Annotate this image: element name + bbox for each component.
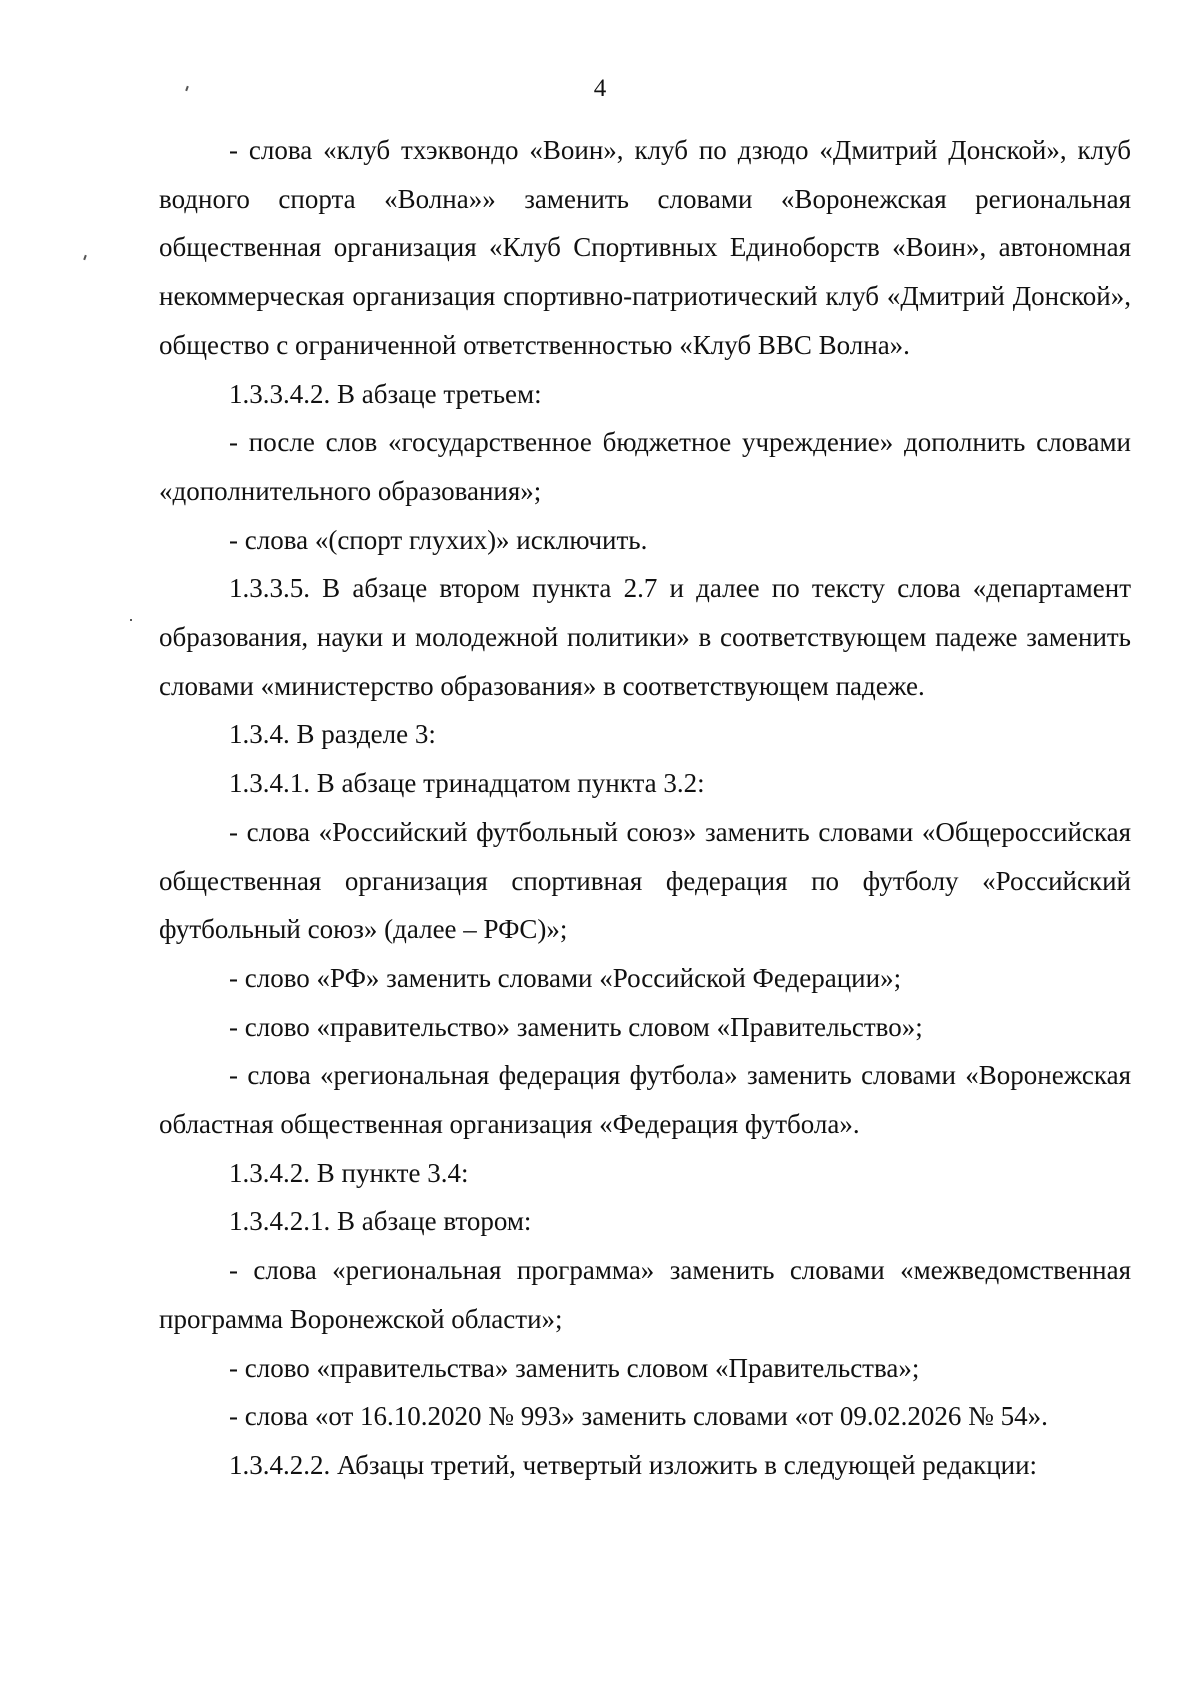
paragraph: 1.3.4.2. В пункте 3.4: [229, 1157, 469, 1188]
paragraph: - слова «Российский футбольный союз» заменить словами «Общероссийская общественная организация спортивная федерация по футболу «Российский футбольный союз» (далее – РФС)»; [159, 816, 1131, 945]
paragraph: - слово «правительство» заменить словом «Правительство»; [229, 1011, 923, 1042]
paragraph: 1.3.4.2.1. В абзаце втором: [229, 1206, 532, 1237]
paragraph: 1.3.3.5. В абзаце втором пункта 2.7 и далее по тексту слова «департамент образования, науки и молодежной политики» в соответствующем падеже заменить словами «министерство образования» в соответствующем падеже. [159, 573, 1131, 701]
scan-speck [130, 619, 132, 621]
document-body [159, 126, 1131, 1490]
page-number: 4 [593, 75, 607, 102]
paragraph: 1.3.4.2.2. Абзацы третий, четвертый изложить в следующей редакции: [229, 1449, 1038, 1480]
scan-speck [83, 255, 87, 260]
paragraph: - слова «региональная программа» заменить словами «межведомственная программа Воронежской области»; [159, 1255, 1131, 1334]
paragraph: - слова «от 16.10.2020 № 993» заменить словами «от 09.02.2026 № 54». [229, 1401, 1048, 1432]
paragraph: - слова «региональная федерация футбола» заменить словами «Воронежская областная общественная организация «Федерация футбола». [159, 1060, 1131, 1140]
paragraph: - слово «правительства» заменить словом «Правительства»; [229, 1352, 920, 1383]
paragraph: 1.3.3.4.2. В абзаце третьем: [229, 378, 542, 409]
paragraph: - слова «клуб тхэквондо «Воин», клуб по дзюдо «Дмитрий Донской», клуб водного спорта «Волна»» заменить словами «Воронежская региональная общественная организация «Клуб Спортивных Единоборств «Воин», автономная некоммерческая организация спортивно-патриотический клуб «Дмитрий Донской», общество с ограниченной ответственностью «Клуб ВВС Волна». [159, 135, 1131, 360]
paragraph: 1.3.4.1. В абзаце тринадцатом пункта 3.2: [229, 768, 705, 799]
paragraph: - слова «(спорт глухих)» исключить. [229, 524, 648, 555]
paragraph: - после слов «государственное бюджетное учреждение» дополнить словами «дополнительного образования»; [159, 427, 1131, 506]
paragraph: 1.3.4. В разделе 3: [229, 719, 436, 750]
paragraph: - слово «РФ» заменить словами «Российской Федерации»; [229, 962, 902, 993]
